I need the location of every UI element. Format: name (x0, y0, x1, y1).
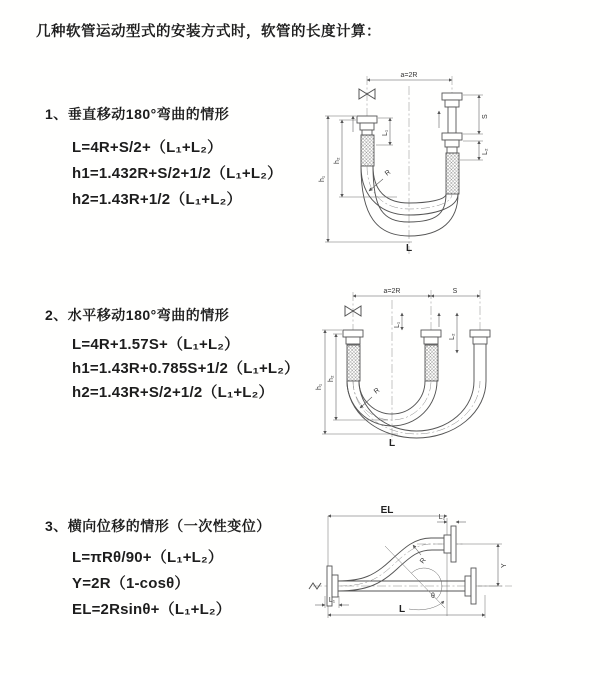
section-2-formula-h2: h2=1.43R+S/2+1/2（L₁+L₂） (72, 384, 274, 401)
section-3-formula-L: L=πRθ/90+（L₁+L₂） (72, 549, 224, 566)
page-title: 几种软管运动型式的安装方式时，软管的长度计算： (36, 24, 381, 40)
dim-label-l1: L₁ (382, 129, 389, 136)
diagram-horizontal-180-bend (308, 282, 590, 448)
radius-label: R (419, 556, 428, 566)
section-1-formula-h1: h1=1.432R+S/2+1/2（L₁+L₂） (72, 165, 283, 182)
dim-label-h1: h₁ (316, 383, 323, 390)
section-2-formula-h1: h1=1.43R+0.785S+1/2（L₁+L₂） (72, 360, 300, 377)
dim-label-l2: L₂ (438, 514, 446, 521)
dim-label-a2r: a=2R (383, 288, 401, 295)
section-1-formula-L: L=4R+S/2+（L₁+L₂） (72, 139, 223, 156)
diagram-2-drawing (308, 282, 590, 448)
dim-label-l1: L₁ (328, 597, 336, 604)
dim-label-a2r: a=2R (400, 72, 418, 79)
dim-label-el: EL (380, 505, 394, 516)
dim-label-l1: L₁ (394, 321, 401, 328)
section-1-heading: 1、垂直移动180°弯曲的情形 (45, 106, 230, 122)
diagram-vertical-180-bend (312, 64, 590, 262)
dim-label-s: S (452, 288, 458, 295)
hose-leg-right (474, 344, 486, 381)
radius-label: R (372, 386, 382, 396)
radius-leader (369, 179, 383, 191)
section-3-formula-Y: Y=2R（1-cosθ） (72, 575, 190, 592)
section-2-heading: 2、水平移动180°弯曲的情形 (45, 307, 230, 323)
dim-label-y: Y (501, 563, 508, 568)
diagram-lateral-displacement (305, 498, 590, 646)
dim-label-l2: L₂ (482, 148, 489, 155)
centerline-break-mark (309, 583, 321, 589)
dim-label-h2: h₂ (334, 157, 341, 164)
hose-braid-left (361, 135, 374, 166)
radius-label: R (383, 168, 393, 178)
diagram-1-drawing (312, 64, 590, 262)
section-3-heading: 3、横向位移的情形（一次性变位） (45, 518, 271, 534)
section-2-formula-L: L=4R+1.57S+（L₁+L₂） (72, 336, 240, 353)
length-label: L (388, 438, 396, 448)
hose-braid-left (347, 345, 360, 381)
dim-label-l2: L₂ (449, 333, 456, 340)
angle-label: θ (431, 593, 435, 600)
length-label: L (405, 243, 413, 254)
angle-construction-line (385, 546, 445, 608)
hose-braid-middle (425, 345, 438, 381)
hose-braid-right (446, 153, 459, 194)
section-3-formula-EL: EL=2Rsinθ+（L₁+L₂） (72, 601, 231, 618)
dim-label-h2: h₂ (328, 375, 335, 382)
section-1-formula-h2: h2=1.43R+1/2（L₁+L₂） (72, 191, 242, 208)
angle-sweep-arrow (409, 601, 444, 610)
dim-label-s: S (482, 114, 489, 119)
dim-label-h1: h₁ (319, 175, 326, 182)
diagram-3-drawing (305, 498, 590, 646)
length-label: L (398, 604, 406, 615)
